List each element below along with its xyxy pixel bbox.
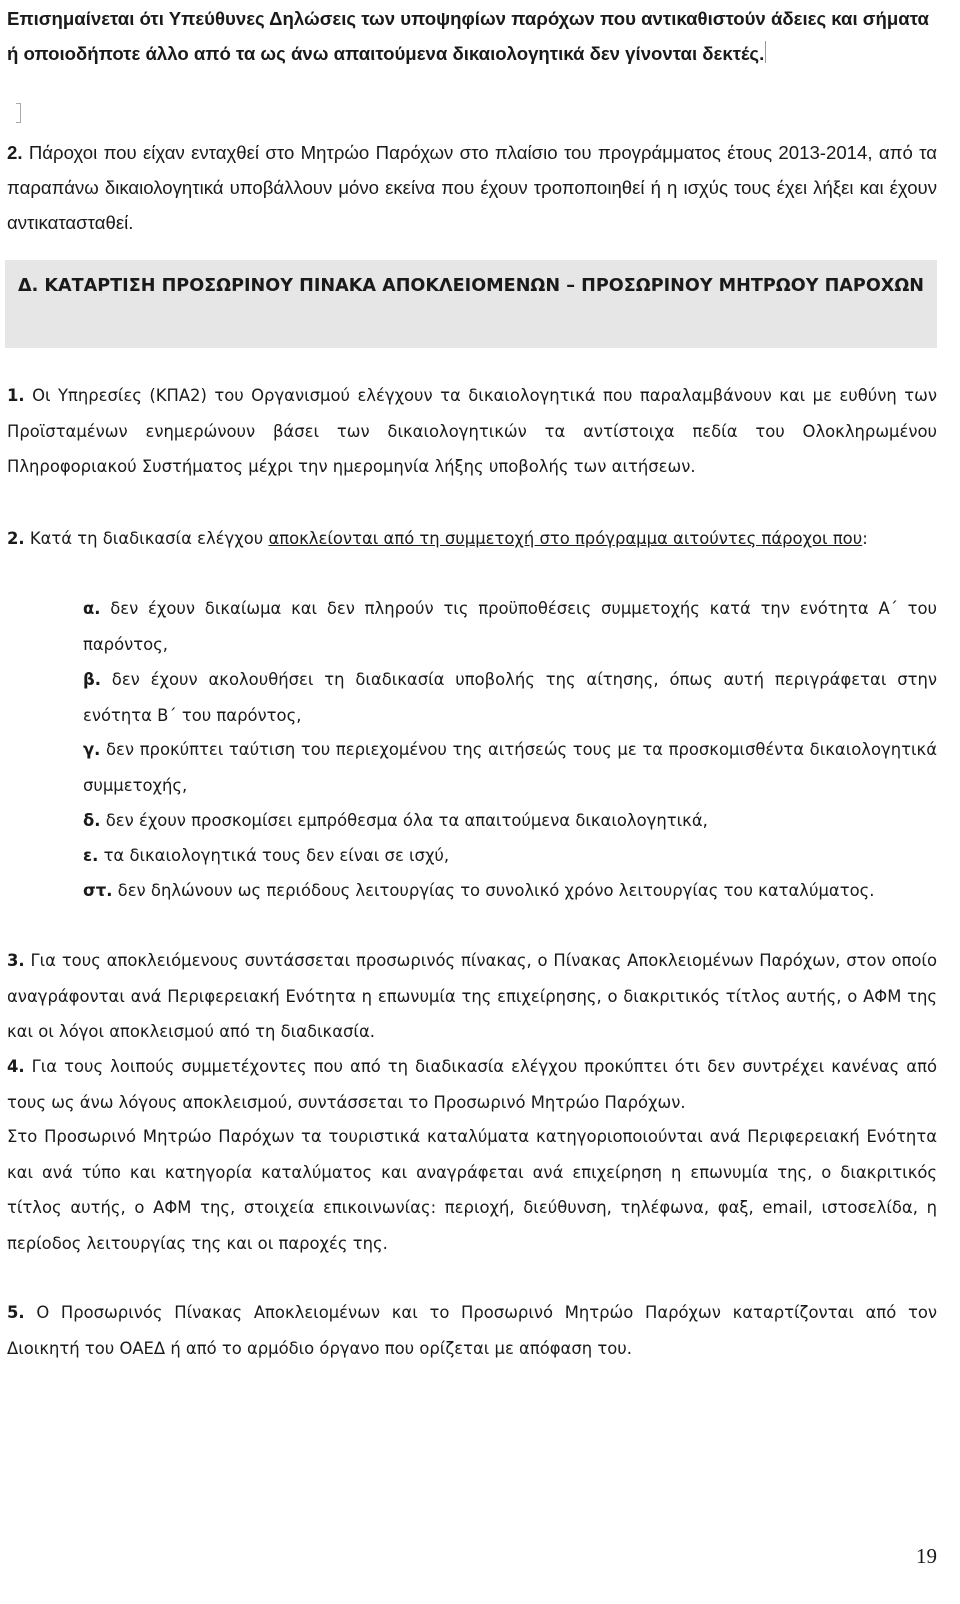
paragraph-2-lead: Κατά τη διαδικασία ελέγχου bbox=[24, 529, 269, 548]
paragraph-4-number: 4. bbox=[7, 1057, 25, 1076]
paragraph-3-number: 3. bbox=[7, 951, 25, 970]
paragraph-2-underlined: αποκλείονται από τη συμμετοχή στο πρόγραμμα αιτούντες πάροχοι που bbox=[268, 529, 863, 548]
paragraph-5-text: Ο Προσωρινός Πίνακας Αποκλειομένων και το Προσωρινό Μητρώο Παρόχων καταρτίζονται από τον Διοικητή του ΟΑΕΔ ή από το αρμόδιο όργανο που ορίζεται με απόφαση του. bbox=[7, 1303, 937, 1358]
paragraph-3-text: Για τους αποκλειόμενους συντάσσεται προσωρινός πίνακας, ο Πίνακας Αποκλειομένων Παρόχων, στον οποίο αναγράφονται ανά Περιφερειακή Ενότητα η επωνυμία της επιχείρησης, ο διακριτικός τίτλος αυτής, ο ΑΦΜ της και οι λόγοι αποκλεισμού από τη διαδικασία. bbox=[7, 951, 937, 1042]
paragraph-2-tail: : bbox=[862, 529, 868, 548]
item-2-number: 2. bbox=[7, 142, 23, 163]
text-cursor bbox=[765, 41, 766, 63]
paragraph-5-number: 5. bbox=[7, 1303, 25, 1322]
intro-paragraph: Επισημαίνεται ότι Υπεύθυνες Δηλώσεις των υποψηφίων παρόχων που αντικαθιστούν άδειες και σήματα ή οποιοδήποτε άλλο από τα ως άνω απαιτούμενα δικαιολογητικά δεν γίνονται δεκτές. bbox=[7, 8, 929, 64]
paragraph-3 bbox=[7, 943, 937, 1050]
bracket-mark bbox=[16, 103, 21, 123]
sub-item-b: β. δεν έχουν ακολουθήσει τη διαδικασία υποβολής της αίτησης, όπως αυτή περιγράφεται στην ενότητα Β΄ του παρόντος, bbox=[83, 670, 937, 725]
paragraph-1 bbox=[7, 378, 937, 485]
sub-item-d: δ. δεν έχουν προσκομίσει εμπρόθεσμα όλα τα απαιτούμενα δικαιολογητικά, bbox=[83, 811, 708, 830]
sub-item-e: ε. τα δικαιολογητικά τους δεν είναι σε ισχύ, bbox=[83, 846, 450, 865]
paragraph-1-number: 1. bbox=[7, 386, 25, 405]
paragraph-5 bbox=[7, 1295, 937, 1366]
item-2-paragraph bbox=[7, 135, 937, 240]
paragraph-2-number: 2. bbox=[7, 529, 25, 548]
section-heading: Δ. ΚΑΤΑΡΤΙΣΗ ΠΡΟΣΩΡΙΝΟΥ ΠΙΝΑΚΑ ΑΠΟΚΛΕΙΟΜΕΝΩΝ – ΠΡΟΣΩΡΙΝΟΥ ΜΗΤΡΩΟΥ ΠΑΡΟΧΩΝ bbox=[17, 276, 925, 296]
item-2-text: Πάροχοι που είχαν ενταχθεί στο Μητρώο Παρόχων στο πλαίσιο του προγράμματος έτους 2013-2014, από τα παραπάνω δικαιολογητικά υποβάλλουν μόνο εκείνα που έχουν τροποποιηθεί ή η ισχύς τους έχει λήξει και έχουν αντικατασταθεί. bbox=[7, 142, 937, 233]
sub-item-f: στ. δεν δηλώνουν ως περιόδους λειτουργίας το συνολικό χρόνο λειτουργίας του καταλύματος. bbox=[83, 881, 875, 900]
sub-item-c: γ. δεν προκύπτει ταύτιση του περιεχομένου της αιτήσεώς τους με τα προσκομισθέντα δικαιολογητικά συμμετοχής, bbox=[83, 740, 937, 795]
paragraph-4-text: Για τους λοιπούς συμμετέχοντες που από τη διαδικασία ελέγχου προκύπτει ότι δεν συντρέχει κανένας από τους ως άνω λόγους αποκλεισμού, συντάσσεται το Προσωρινό Μητρώο Παρόχων. bbox=[7, 1057, 937, 1112]
paragraph-1-text: Οι Υπηρεσίες (ΚΠΑ2) του Οργανισμού ελέγχουν τα δικαιολογητικά που παραλαμβάνουν και με ευθύνη των Προϊσταμένων ενημερώνουν βάσει των δικαιολογητικών τα αντίστοιχα πεδία του Ολοκληρωμένου Πληροφοριακού Συστήματος μέχρι την ημερομηνία λήξης υποβολής των αιτήσεων. bbox=[7, 386, 937, 477]
page-number: 19 bbox=[916, 1544, 937, 1568]
paragraph-4 bbox=[7, 1049, 937, 1120]
sub-item-a: α. δεν έχουν δικαίωμα και δεν πληρούν τις προϋποθέσεις συμμετοχής κατά την ενότητα Α΄ του παρόντος, bbox=[83, 599, 937, 654]
paragraph-4-continuation: Στο Προσωρινό Μητρώο Παρόχων τα τουριστικά καταλύματα κατηγοριοποιούνται ανά Περιφερειακή Ενότητα και ανά τύπο και κατηγορία καταλύματος και αναγράφεται ανά επιχείρηση η επωνυμία της, ο διακριτικός τίτλος αυτής, ο ΑΦΜ της, στοιχεία επικοινωνίας: περιοχή, διεύθυνση, τηλέφωνα, φαξ, email, ιστοσελίδα, η περίοδος λειτουργίας της και οι παροχές της. bbox=[7, 1127, 937, 1253]
paragraph-2 bbox=[7, 521, 937, 557]
